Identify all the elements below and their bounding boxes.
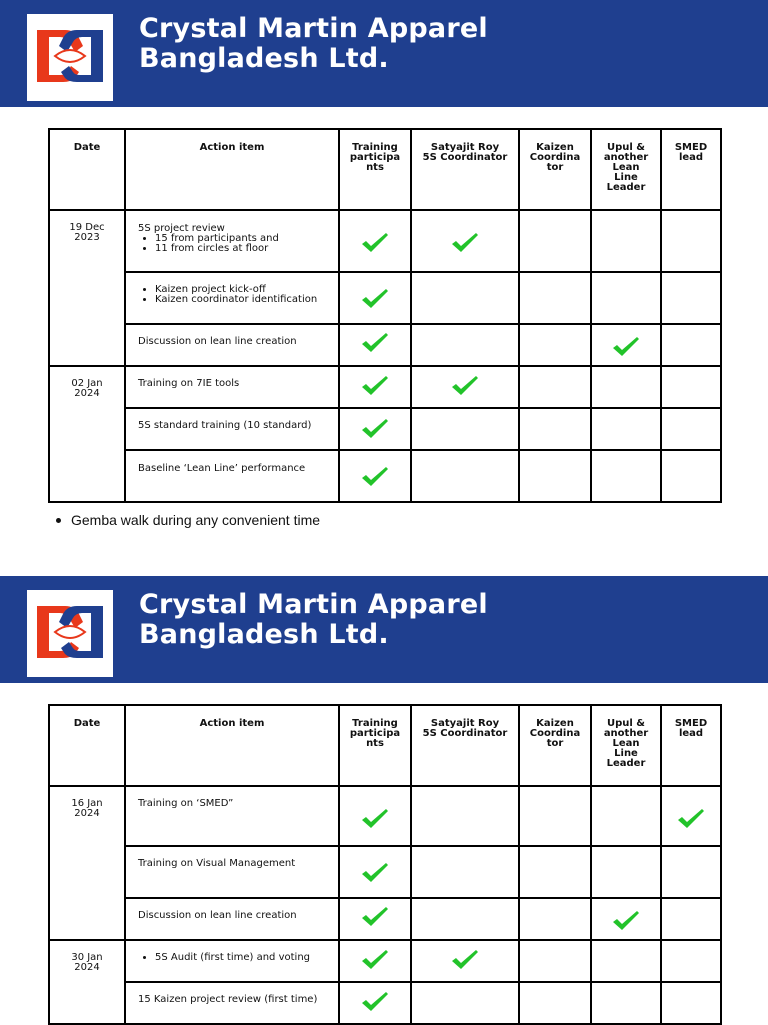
column-header-smed: SMED lead <box>661 705 721 786</box>
company-logo <box>27 590 113 677</box>
checkmark-icon <box>360 948 390 970</box>
column-header-kaizen: Kaizen Coordina tor <box>519 129 591 210</box>
satyajit-mark-cell <box>411 940 519 982</box>
action-cell: Discussion on lean line creation <box>125 898 339 940</box>
training-mark-cell <box>339 940 411 982</box>
column-header-training: Training participa nts <box>339 705 411 786</box>
column-header-upul: Upul & another Lean Line Leader <box>591 129 661 210</box>
logo-icon <box>35 28 105 84</box>
training-mark-cell <box>339 366 411 408</box>
checkmark-icon <box>360 861 390 883</box>
checkmark-icon <box>360 231 390 253</box>
column-header-action: Action item <box>125 705 339 786</box>
checkmark-icon <box>360 905 390 927</box>
checkmark-icon <box>611 909 641 931</box>
training-mark-cell <box>339 450 411 502</box>
action-cell: Discussion on lean line creation <box>125 324 339 366</box>
training-mark-cell <box>339 846 411 898</box>
training-mark-cell <box>339 210 411 272</box>
column-header-satyajit: Satyajit Roy 5S Coordinator <box>411 705 519 786</box>
smed-mark-cell <box>661 786 721 846</box>
column-header-training: Training participa nts <box>339 129 411 210</box>
checkmark-icon <box>360 465 390 487</box>
training-mark-cell <box>339 324 411 366</box>
action-cell: 5S project review • 15 from participants and • 11 from circles at floor <box>125 210 339 272</box>
action-plan-table <box>48 128 722 503</box>
training-mark-cell <box>339 408 411 450</box>
date-cell: 30 Jan 2024 <box>49 940 125 1024</box>
header-banner <box>0 576 768 683</box>
date-cell: 16 Jan 2024 <box>49 786 125 940</box>
checkmark-icon <box>450 948 480 970</box>
action-cell: 15 Kaizen project review (first time) <box>125 982 339 1024</box>
column-header-kaizen: Kaizen Coordina tor <box>519 705 591 786</box>
checkmark-icon <box>360 331 390 353</box>
upul-mark-cell <box>591 898 661 940</box>
action-cell: 5S standard training (10 standard) <box>125 408 339 450</box>
company-name: Crystal Martin Apparel Bangladesh Ltd. <box>139 589 488 650</box>
table-row <box>49 450 721 502</box>
column-header-satyajit: Satyajit Roy 5S Coordinator <box>411 129 519 210</box>
column-header-action: Action item <box>125 129 339 210</box>
table-header-row <box>49 705 721 786</box>
table-row <box>49 324 721 366</box>
action-cell: Baseline ‘Lean Line’ performance <box>125 450 339 502</box>
action-cell: • 5S Audit (first time) and voting <box>125 940 339 982</box>
date-cell: 19 Dec 2023 <box>49 210 125 366</box>
training-mark-cell <box>339 982 411 1024</box>
table-row <box>49 408 721 450</box>
checkmark-icon <box>450 231 480 253</box>
checkmark-icon <box>360 287 390 309</box>
logo-icon <box>35 604 105 660</box>
checkmark-icon <box>360 417 390 439</box>
header-banner <box>0 0 768 107</box>
table-row <box>49 366 721 408</box>
bullet-dot <box>56 518 61 523</box>
checkmark-icon <box>360 374 390 396</box>
date-cell: 02 Jan 2024 <box>49 366 125 502</box>
satyajit-mark-cell <box>411 210 519 272</box>
column-header-smed: SMED lead <box>661 129 721 210</box>
table-row <box>49 786 721 846</box>
upul-mark-cell <box>591 324 661 366</box>
action-cell: Training on 7IE tools <box>125 366 339 408</box>
table-row <box>49 898 721 940</box>
table-row <box>49 982 721 1024</box>
column-header-date: Date <box>49 129 125 210</box>
table-row <box>49 940 721 982</box>
satyajit-mark-cell <box>411 366 519 408</box>
column-header-upul: Upul & another Lean Line Leader <box>591 705 661 786</box>
training-mark-cell <box>339 898 411 940</box>
column-header-date: Date <box>49 705 125 786</box>
table-header-row <box>49 129 721 210</box>
company-name: Crystal Martin Apparel Bangladesh Ltd. <box>139 13 488 74</box>
action-plan-table <box>48 704 722 1025</box>
training-mark-cell <box>339 272 411 324</box>
table-row <box>49 272 721 324</box>
checkmark-icon <box>676 807 706 829</box>
action-cell: Training on ‘SMED” <box>125 786 339 846</box>
table-row <box>49 846 721 898</box>
training-mark-cell <box>339 786 411 846</box>
action-cell: Training on Visual Management <box>125 846 339 898</box>
checkmark-icon <box>450 374 480 396</box>
checkmark-icon <box>360 990 390 1012</box>
company-logo <box>27 14 113 101</box>
action-cell: • Kaizen project kick-off • Kaizen coordinator identification <box>125 272 339 324</box>
gemba-walk-note: Gemba walk during any convenient time <box>56 512 320 528</box>
table-row <box>49 210 721 272</box>
checkmark-icon <box>611 335 641 357</box>
checkmark-icon <box>360 807 390 829</box>
